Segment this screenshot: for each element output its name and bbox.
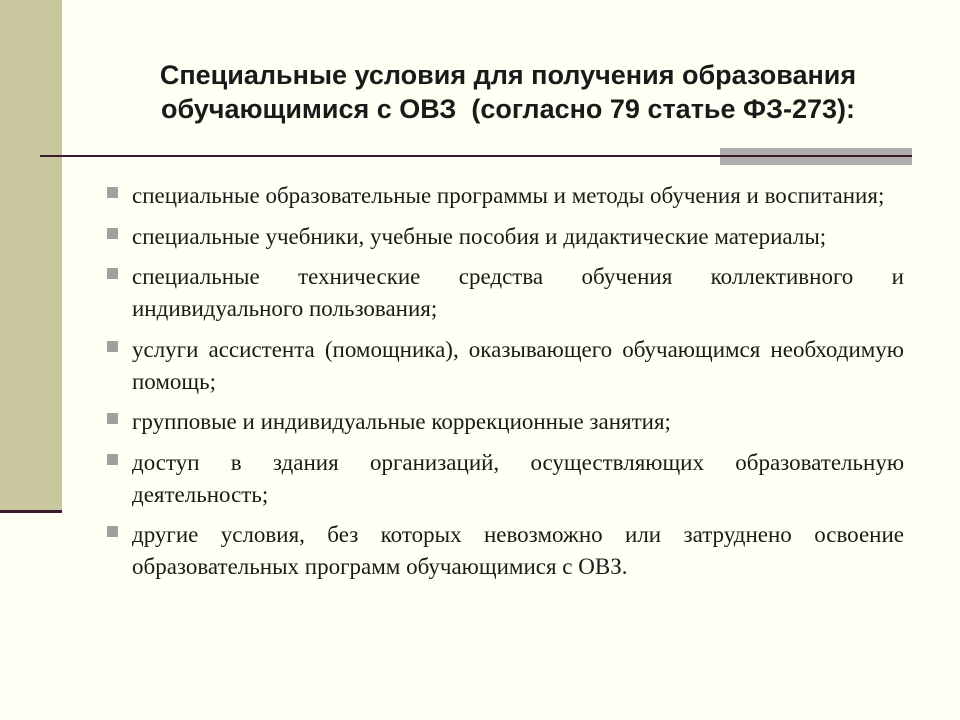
slide-title — [80, 58, 936, 126]
list-item — [104, 519, 904, 583]
list-item-text: специальные учебники, учебные пособия и дидактические материалы; — [132, 223, 827, 249]
left-decorative-strip — [0, 0, 62, 512]
slide-title-line-1: Специальные условия для получения образования — [159, 60, 857, 90]
list-item — [104, 221, 904, 253]
square-bullet-icon — [107, 268, 118, 279]
list-item — [104, 334, 904, 398]
list-item-text: специальные технические средства обучения коллективного и индивидуального пользования; — [132, 264, 904, 321]
list-item-text: групповые и индивидуальные коррекционные занятия; — [132, 409, 671, 434]
list-item — [104, 447, 904, 511]
square-bullet-icon — [107, 413, 118, 424]
title-divider-accent — [720, 148, 912, 165]
square-bullet-icon — [107, 341, 118, 352]
square-bullet-icon — [107, 228, 118, 239]
left-strip-rule — [0, 510, 62, 513]
list-item-text: другие условия, без которых невозможно или затруднено освоение образовательных программ обучающимися с ОВЗ. — [132, 522, 904, 579]
list-item-text: доступ в здания организаций, осуществляющих образовательную деятельность; — [132, 449, 904, 507]
list-item — [104, 180, 904, 212]
square-bullet-icon — [107, 526, 118, 537]
conditions-list — [104, 180, 904, 592]
square-bullet-icon — [107, 187, 118, 198]
list-item-text: специальные образовательные программы и методы обучения и воспитания; — [132, 183, 885, 208]
square-bullet-icon — [107, 454, 118, 465]
slide-title-line-2: обучающимися с ОВЗ (согласно 79 статье ФЗ-273): — [160, 94, 856, 124]
list-item — [104, 261, 904, 325]
list-item-text: услуги ассистента (помощника), оказывающего обучающимся необходимую помощь; — [132, 336, 904, 394]
list-item — [104, 406, 904, 438]
